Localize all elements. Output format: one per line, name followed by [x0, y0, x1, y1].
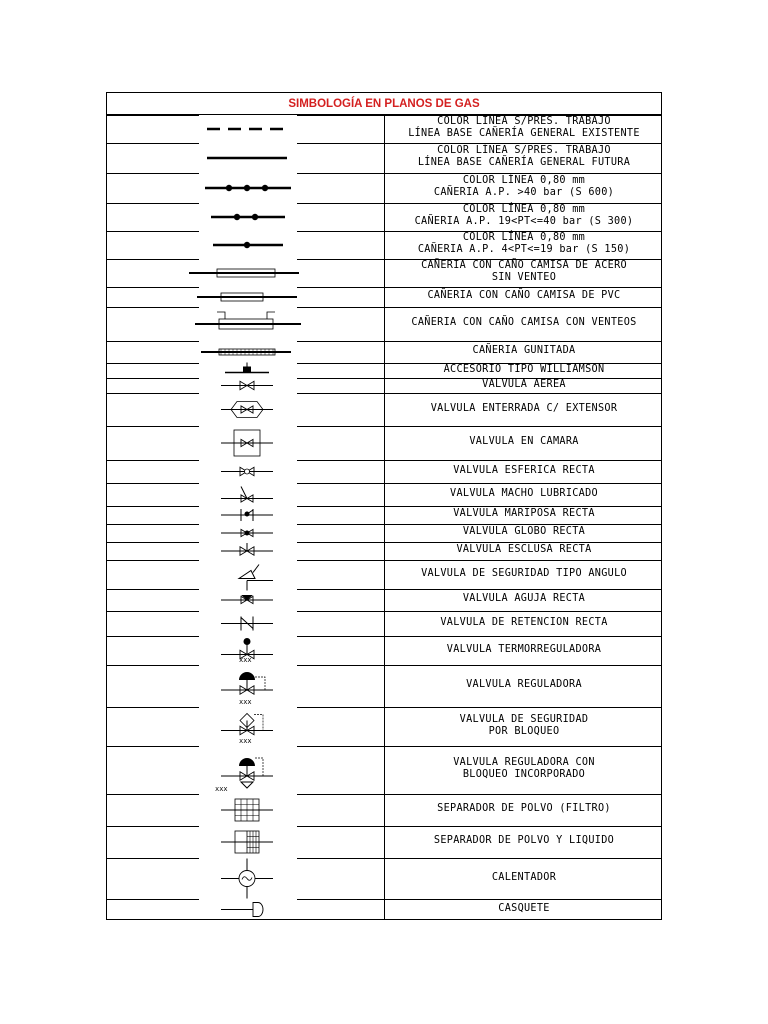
- row-line: [385, 426, 661, 427]
- symbol-icon: [167, 483, 347, 506]
- symbol-description: VALVULA MARIPOSA RECTA: [453, 508, 595, 519]
- symbol-icon: [167, 794, 347, 826]
- table-row: [107, 378, 661, 393]
- symbol-icon: [167, 589, 347, 611]
- row-line: [385, 143, 661, 144]
- row-line: [385, 665, 661, 666]
- row-line: [385, 589, 661, 590]
- symbol-description: SEPARADOR DE POLVO (FILTRO): [437, 803, 611, 814]
- table-row: [107, 506, 661, 524]
- table-row: [107, 665, 661, 707]
- symbol-description: VALVULA AGUJA RECTA: [462, 593, 586, 604]
- symbol-description: VALVULA ESCLUSA RECTA: [456, 544, 592, 555]
- row-line: [385, 707, 661, 708]
- table-row: [107, 341, 661, 363]
- symbol-description: VALVULA DE SEGURIDAD TIPO ANGULO: [421, 567, 627, 579]
- symbol-description: CASQUETE: [498, 902, 550, 914]
- symbol-description: COLOR LÍNEA 0,80 mm CAÑERIA A.P. 19<PT<=40 bar (S 300): [414, 204, 634, 227]
- symbol-icon: [167, 173, 347, 203]
- xxx-label: xxx: [239, 698, 252, 706]
- table-row: [107, 707, 661, 746]
- row-line: [385, 826, 661, 827]
- table-row: [107, 307, 661, 341]
- table-row: [107, 542, 661, 560]
- symbol-description: CAÑERIA CON CAÑO CAMISA DE PVC: [427, 290, 621, 301]
- table-row: [107, 611, 661, 636]
- table-row: [107, 589, 661, 611]
- row-line: [385, 483, 661, 484]
- row-line: [385, 794, 661, 795]
- symbol-description: CAÑERIA CON CAÑO CAMISA DE ACERO SIN VENTEO: [421, 260, 627, 283]
- table-row: [107, 173, 661, 203]
- row-line: [385, 611, 661, 612]
- row-line: [385, 542, 661, 543]
- row-line: [385, 287, 661, 288]
- row-line: [385, 173, 661, 174]
- symbol-icon: [167, 143, 347, 173]
- table-row: [107, 794, 661, 826]
- row-line: [385, 393, 661, 394]
- symbol-description: CAÑERIA CON CAÑO CAMISA CON VENTEOS: [411, 317, 637, 328]
- row-line: [385, 636, 661, 637]
- symbol-icon: [167, 665, 347, 707]
- symbol-icon: [167, 341, 347, 363]
- symbol-icon: [167, 426, 347, 460]
- symbol-description: CAÑERIA GUNITADA: [472, 345, 576, 356]
- symbol-description: VALVULA ENTERRADA C/ EXTENSOR: [430, 402, 618, 414]
- row-line: [385, 560, 661, 561]
- symbol-icon: [167, 460, 347, 483]
- symbol-icon: [167, 636, 347, 665]
- symbol-icon: [167, 542, 347, 560]
- table-row: [107, 746, 661, 794]
- symbol-icon: [167, 363, 347, 378]
- table-row: [107, 460, 661, 483]
- row-line: [385, 746, 661, 747]
- symbol-description: ACCESORIO TIPO WILLIAMSON: [443, 363, 605, 375]
- table-row: [107, 231, 661, 259]
- symbol-description: VALVULA DE SEGURIDAD POR BLOQUEO: [459, 713, 589, 737]
- symbol-description: VALVULA REGULADORA CON BLOQUEO INCORPORADO: [453, 757, 595, 780]
- symbol-description: VALVULA TERMORREGULADORA: [446, 643, 602, 655]
- xxx-label: xxx: [215, 785, 228, 793]
- symbol-description: VALVULA REGULADORA: [466, 679, 582, 690]
- table-row: [107, 426, 661, 460]
- symbol-icon: [167, 393, 347, 426]
- row-line: [385, 524, 661, 525]
- table-row: [107, 560, 661, 589]
- table-row: [107, 899, 661, 920]
- symbol-description: VALVULA GLOBO RECTA: [462, 526, 586, 537]
- symbol-icon: [167, 524, 347, 542]
- symbol-icon: [167, 560, 347, 589]
- symbol-icon: [167, 287, 347, 307]
- table-row: [107, 826, 661, 858]
- symbol-icon: [167, 203, 347, 231]
- symbol-icon: [167, 307, 347, 341]
- table-row: [107, 636, 661, 665]
- symbol-icon: [167, 826, 347, 858]
- symbol-description: VALVULA DE RETENCION RECTA: [440, 616, 608, 628]
- table-row: [107, 143, 661, 173]
- symbol-description: CALENTADOR: [491, 871, 557, 883]
- symbology-table: [106, 92, 662, 920]
- symbol-description: VALVULA ESFERICA RECTA: [453, 464, 595, 476]
- table-row: [107, 483, 661, 506]
- row-line: [385, 858, 661, 859]
- symbol-description: COLOR LÍNEA S/PRES. TRABAJO LÍNEA BASE CAÑERÍA GENERAL EXISTENTE: [408, 116, 640, 139]
- symbol-description: VALVULA EN CAMARA: [469, 436, 579, 447]
- table-row: [107, 858, 661, 899]
- table-row: [107, 287, 661, 307]
- xxx-label: xxx: [239, 737, 252, 745]
- symbol-icon: [167, 707, 347, 746]
- symbol-icon: [167, 231, 347, 259]
- symbol-icon: [167, 611, 347, 636]
- symbol-description: VALVULA AEREA: [482, 378, 566, 390]
- table-row: [107, 524, 661, 542]
- symbol-description: COLOR LÍNEA S/PRES. TRABAJO LÍNEA BASE CAÑERÍA GENERAL FUTURA: [417, 145, 631, 168]
- symbol-icon: [167, 378, 347, 393]
- symbol-icon: [167, 746, 347, 794]
- symbol-icon: [167, 259, 347, 287]
- symbol-icon: [167, 899, 347, 920]
- symbol-icon: [167, 506, 347, 524]
- table-row: [107, 363, 661, 378]
- symbol-description: SEPARADOR DE POLVO Y LIQUIDO: [433, 835, 615, 846]
- table-row: [107, 259, 661, 287]
- table-title: SIMBOLOGÍA EN PLANOS DE GAS: [107, 93, 661, 115]
- row-line: [385, 307, 661, 308]
- table-row: [107, 115, 661, 143]
- symbol-description: COLOR LÍNEA 0,80 mm CAÑERIA A.P. >40 bar (S 600): [433, 175, 615, 198]
- table-row: [107, 203, 661, 231]
- row-line: [385, 899, 661, 900]
- symbol-icon: [167, 858, 347, 899]
- row-line: [385, 341, 661, 342]
- row-line: [385, 460, 661, 461]
- table-row: [107, 393, 661, 426]
- symbol-icon: [167, 115, 347, 143]
- symbol-description: COLOR LÍNEA 0,80 mm CAÑERIA A.P. 4<PT<=19 bar (S 150): [417, 232, 631, 255]
- symbol-description: VALVULA MACHO LUBRICADO: [450, 487, 598, 499]
- row-line: [385, 506, 661, 507]
- xxx-label: xxx: [239, 656, 252, 664]
